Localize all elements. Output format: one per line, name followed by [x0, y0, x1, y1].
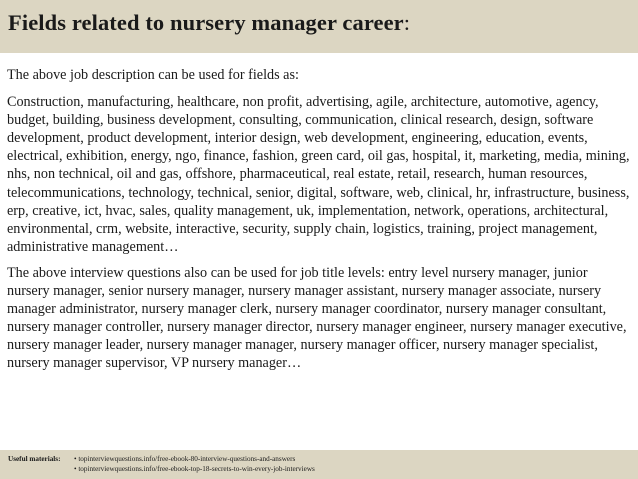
job-levels-paragraph: The above interview questions also can be used for job title levels: entry level nursery manager, junior nursery manager, senior nursery manager, nursery manager assistant, nursery manager associate, nursery manager administrator, nursery manager clerk, nursery manager coordinator, nursery manager consultant, nursery manager controller, nursery manager director, nursery manager engineer, nursery manager executive, nursery manager leader, nursery manager manager, nursery manager officer, nursery manager specialist, nursery manager supervisor, VP nursery manager…	[7, 264, 627, 372]
footer-spacer	[8, 465, 74, 475]
body-content	[7, 66, 633, 381]
footer-row-1	[8, 455, 638, 465]
fields-paragraph: Construction, manufacturing, healthcare, non profit, advertising, agile, architecture, automotive, agency, budget, building, business development, consulting, communication, clinical research, design, software development, product development, interior design, web development, engineering, education, events, electrical, exhibition, energy, ngo, finance, fashion, green card, oil gas, hospital, it, marketing, media, mining, nhs, non technical, oil and gas, offshore, pharmaceutical, real estate, retail, research, human resources, telecommunications, technology, technical, senior, digital, software, web, clinical, hr, infrastructure, business, erp, creative, ict, hvac, sales, quality management, uk, implementation, network, operations, architectural, environmental, crm, website, interactive, security, supply chain, logistics, training, project management, administrative management…	[7, 94, 630, 255]
footer-link-1[interactable]: • topinterviewquestions.info/free-ebook-80-interview-questions-and-answers	[74, 455, 296, 463]
page-title-colon: :	[403, 10, 411, 35]
footer-row-2	[8, 465, 638, 475]
intro-paragraph: The above job description can be used for fields as:	[7, 67, 299, 83]
footer-band	[0, 450, 638, 479]
footer-label: Useful materials:	[8, 455, 61, 463]
page-title-text: Fields related to nursery manager career	[8, 10, 404, 35]
footer-link-2[interactable]: • topinterviewquestions.info/free-ebook-top-18-secrets-to-win-every-job-interviews	[74, 464, 315, 473]
page-title	[8, 12, 638, 35]
title-band	[0, 0, 638, 53]
